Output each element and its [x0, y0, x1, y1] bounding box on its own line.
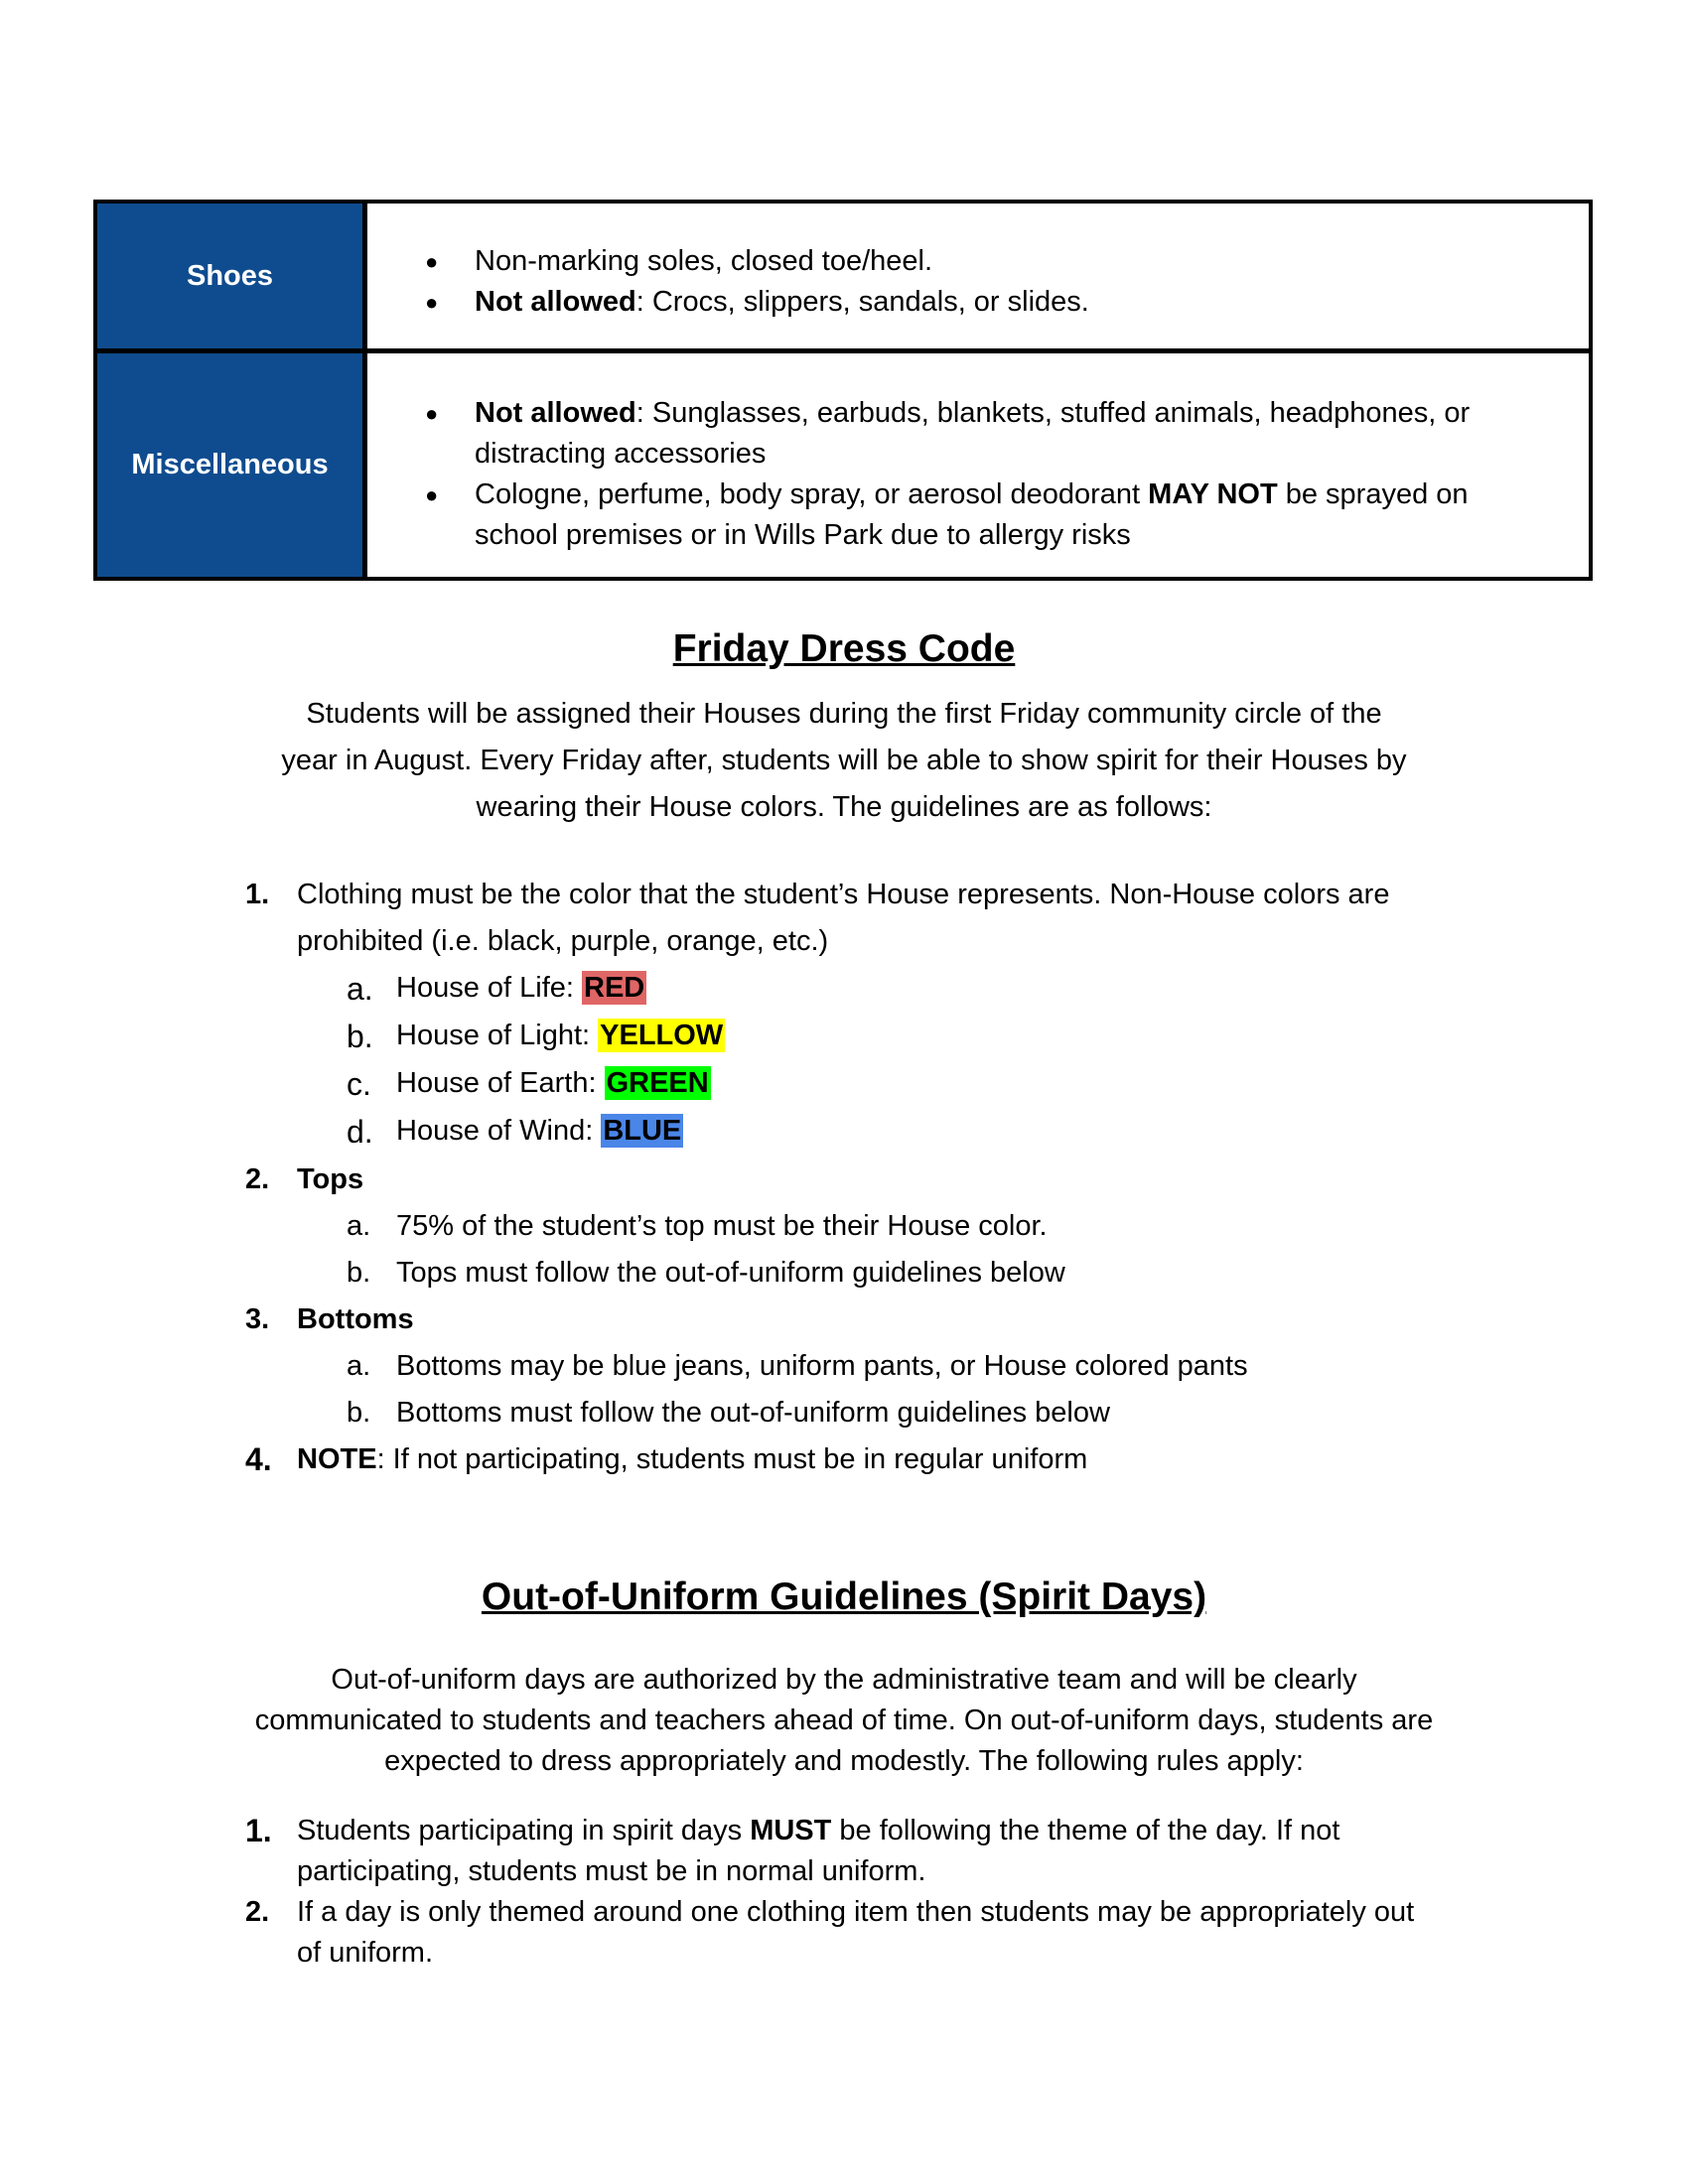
house-item-earth	[396, 1067, 711, 1100]
bullet-text: be sprayed on	[1277, 478, 1469, 510]
house-color-green: GREEN	[606, 1067, 709, 1099]
list-item-text: of uniform.	[297, 1937, 433, 1969]
list-item-note	[297, 1443, 1087, 1476]
list-number: 1.	[245, 879, 270, 910]
house-label: House of Wind:	[396, 1115, 602, 1147]
bullet-item	[367, 393, 1549, 475]
item-text: be following the theme of the day. If not	[831, 1815, 1340, 1846]
bullet-text: : Crocs, slippers, sandals, or slides.	[635, 286, 1089, 318]
row-label-miscellaneous: Miscellaneous	[97, 353, 367, 577]
note-text: : If not participating, students must be in regular uniform	[376, 1443, 1088, 1475]
house-label: House of Light:	[396, 1020, 599, 1051]
list-item-text: Clothing must be the color that the student’s House represents. Non-House colors are	[297, 879, 1390, 910]
note-bold: NOTE	[297, 1443, 377, 1475]
intro-line: Out-of-uniform days are authorized by the administrative team and will be clearly	[331, 1664, 1357, 1696]
bullet-bold: Not allowed	[475, 286, 636, 318]
friday-heading: Friday Dress Code	[672, 627, 1016, 670]
house-item-light	[396, 1020, 725, 1052]
bullet-icon: ●	[425, 482, 439, 507]
sub-letter: a.	[347, 1210, 371, 1242]
bullet-text-cont: school premises or in Wills Park due to allergy risks	[475, 519, 1131, 551]
list-item-text: participating, students must be in normal uniform.	[297, 1855, 926, 1887]
sub-item-text: 75% of the student’s top must be their House color.	[396, 1210, 1048, 1242]
bullet-item	[367, 241, 1549, 282]
item-bold: MUST	[750, 1815, 832, 1846]
bullet-bold: MAY NOT	[1148, 478, 1278, 510]
bullet-icon: ●	[425, 401, 439, 426]
spirit-intro	[0, 1660, 1688, 1782]
bullet-icon: ●	[425, 290, 439, 315]
house-label: House of Earth:	[396, 1067, 605, 1099]
list-item-title: Tops	[297, 1163, 364, 1195]
list-number: 2.	[245, 1163, 270, 1195]
list-item-title: Bottoms	[297, 1303, 414, 1335]
sub-item-text: Bottoms may be blue jeans, uniform pants, or House colored pants	[396, 1350, 1248, 1382]
intro-line: year in August. Every Friday after, students will be able to show spirit for their Houses by	[281, 745, 1407, 776]
bullet-item	[367, 282, 1549, 323]
house-color-blue: BLUE	[603, 1115, 682, 1147]
list-number: 4.	[245, 1441, 272, 1477]
house-color-red: RED	[584, 972, 645, 1004]
row-content-shoes	[367, 204, 1589, 348]
intro-line: expected to dress appropriately and modestly. The following rules apply:	[384, 1745, 1304, 1777]
sub-letter: b.	[347, 1257, 371, 1289]
row-label-shoes: Shoes	[97, 204, 367, 348]
bullet-icon: ●	[425, 249, 439, 274]
sub-letter: c.	[347, 1066, 371, 1102]
intro-line: communicated to students and teachers ahead of time. On out-of-uniform days, students are	[254, 1705, 1434, 1736]
table-row-shoes	[97, 204, 1589, 348]
spirit-heading: Out-of-Uniform Guidelines (Spirit Days)	[481, 1575, 1207, 1618]
list-number: 3.	[245, 1303, 270, 1335]
bullet-item	[367, 475, 1549, 556]
sub-item-text: Tops must follow the out-of-uniform guidelines below	[396, 1257, 1065, 1289]
intro-line: Students will be assigned their Houses during the first Friday community circle of the	[306, 698, 1382, 730]
house-label: House of Life:	[396, 972, 582, 1004]
sub-item-text: Bottoms must follow the out-of-uniform guidelines below	[396, 1397, 1110, 1429]
bullet-text: : Sunglasses, earbuds, blankets, stuffed animals, headphones, or	[635, 397, 1471, 429]
list-number: 1.	[245, 1813, 272, 1848]
bullet-bold: Not allowed	[475, 397, 636, 429]
bullet-text-pre: Cologne, perfume, body spray, or aerosol deodorant	[475, 478, 1149, 510]
house-item-life	[396, 972, 646, 1005]
list-number: 2.	[245, 1896, 270, 1928]
table-row-miscellaneous	[97, 348, 1589, 577]
list-item-text: If a day is only themed around one clothing item then students may be appropriately out	[297, 1896, 1415, 1928]
row-content-miscellaneous	[367, 353, 1589, 577]
item-text-pre: Students participating in spirit days	[297, 1815, 751, 1846]
bullet-text: Non-marking soles, closed toe/heel.	[475, 245, 933, 277]
sub-letter: b.	[347, 1019, 373, 1054]
sub-letter: a.	[347, 1350, 371, 1382]
intro-line: wearing their House colors. The guidelines are as follows:	[476, 791, 1212, 823]
list-item-text: prohibited (i.e. black, purple, orange, etc.)	[297, 925, 829, 957]
sub-letter: a.	[347, 971, 373, 1007]
dress-code-table	[93, 200, 1593, 581]
house-color-yellow: YELLOW	[600, 1020, 724, 1051]
friday-intro	[0, 691, 1688, 831]
bullet-text-cont: distracting accessories	[475, 438, 767, 470]
house-item-wind	[396, 1115, 683, 1148]
list-item-text	[297, 1815, 1339, 1847]
sub-letter: d.	[347, 1114, 373, 1150]
sub-letter: b.	[347, 1397, 371, 1429]
